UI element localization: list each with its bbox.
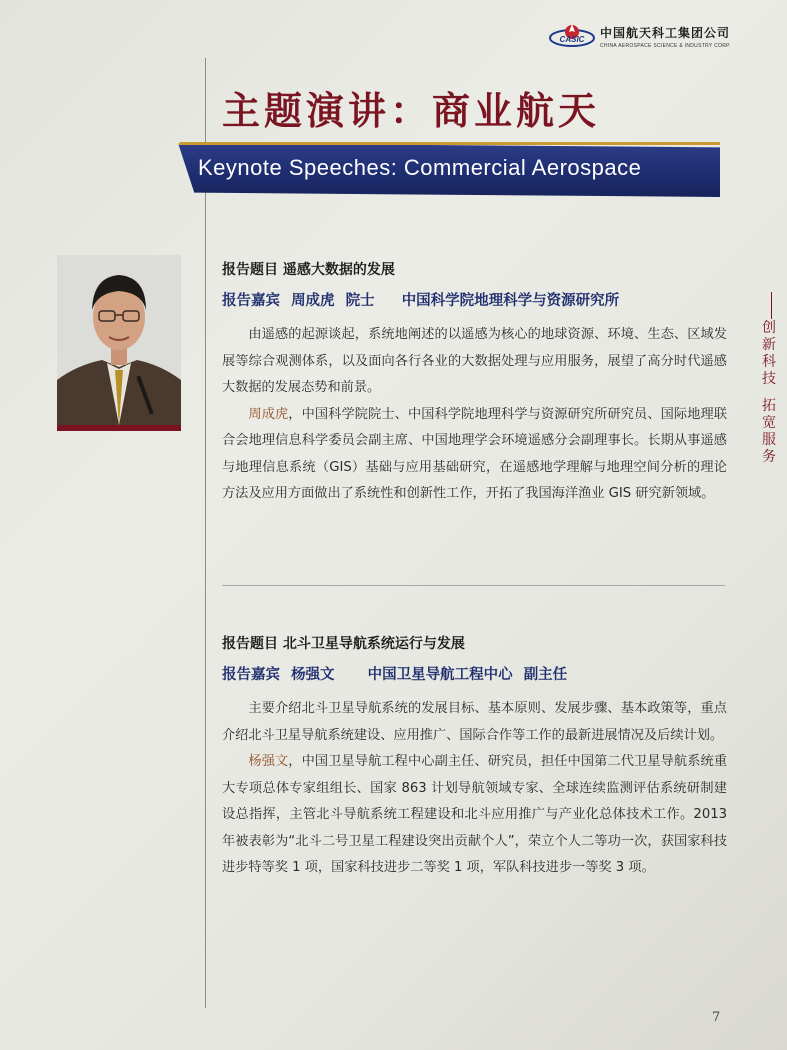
casic-logo [548,22,731,50]
talk-1 [222,259,727,508]
talk-1-speaker-label: 报告嘉宾 [222,293,280,309]
talk-2-bio-text: ，中国卫星导航工程中心副主任、研究员，担任中国第二代卫星导航系统重大专项总体专家组组长、国家 863 计划导航领域专家、全球连续监测评估系统研制建设总指挥，主管北斗导航系统工程建设和北斗应用推广与产业化总体技术工作。2013 年被表彰为“北斗二号卫星工程建设突出贡献个人”，荣立个人二等功一次，获国家科技进步特等奖 1 项，国家科技进步二等奖 1 项，军队科技进步一等奖 3 项。 [222,754,728,875]
talk-2-bio [222,749,727,882]
talk-2-speaker-row [222,663,727,684]
talk-1-bio-name: 周成虎 [248,406,289,422]
logo-mark-text: CASIC [559,35,585,44]
talk-2-institution: 中国卫星导航工程中心 [367,667,513,683]
talk-2-topic-label: 报告题目 [222,636,278,652]
talk-1-topic-label: 报告题目 [222,262,278,278]
talk-1-speaker-row [222,289,727,310]
section-divider [222,585,725,586]
page-title: 主题演讲：商业航天 [222,88,601,133]
side-tag-line [771,292,772,319]
talk-2-topic-row [222,633,727,653]
talk-1-topic: 遥感大数据的发展 [282,262,395,278]
company-name-cn: 中国航天科工集团公司 [600,25,731,40]
casic-emblem-icon [548,22,596,50]
company-name-en: CHINA AEROSPACE SCIENCE & INDUSTRY CORP. [600,42,731,49]
talk-2-topic: 北斗卫星导航系统运行与发展 [282,636,465,652]
side-tag-part2: 拓宽服务 [762,398,776,465]
talk-1-speaker: 周成虎 [291,293,335,309]
talk-2-bio-name: 杨强文 [248,754,289,769]
page-number: 7 [712,1010,721,1025]
talk-1-bio [222,402,727,508]
talk-1-speaker-title: 院士 [345,293,375,309]
speaker-photo [57,255,181,425]
side-tag-part1: 创新科技 [762,320,776,387]
talk-1-institution: 中国科学院地理科学与资源研究所 [401,293,620,309]
photo-accent-bar [57,425,181,431]
portrait-image [57,255,181,425]
talk-1-bio-text: ，中国科学院院士、中国科学院地理科学与资源研究所研究员、国际地理联合会地理信息科学委员会副主席、中国地理学会环境遥感分会副理事长。长期从事遥感与地理信息系统（GIS）基础与应用基础研究，在遥感地学理解与地理空间分析的理论方法及应用方面做出了系统性和创新性工作，开拓了我国海洋渔业 GIS 研究新领域。 [222,406,728,501]
talk-2 [222,633,727,882]
english-title: Keynote Speeches: Commercial Aerospace [198,155,642,180]
page-vertical-rule [205,58,206,1008]
talk-2-speaker-title: 副主任 [523,667,568,683]
talk-2-abstract: 主要介绍北斗卫星导航系统的发展目标、基本原则、发展步骤、基本政策等，重点介绍北斗卫星导航系统建设、应用推广、国际合作等工作的最新进展情况及后续计划。 [222,701,727,743]
banner-gold-stripe [180,142,720,145]
side-tag [758,320,780,466]
talk-1-topic-row [222,259,727,279]
talk-2-speaker: 杨强文 [291,667,335,683]
talk-1-abstract: 由遥感的起源谈起，系统地阐述的以遥感为核心的地球资源、环境、生态、区域发展等综合观测体系，以及面向各行各业的大数据处理与应用服务，展望了高分时代遥感大数据的发展态势和前景。 [222,327,727,395]
talk-2-speaker-label: 报告嘉宾 [222,667,280,683]
